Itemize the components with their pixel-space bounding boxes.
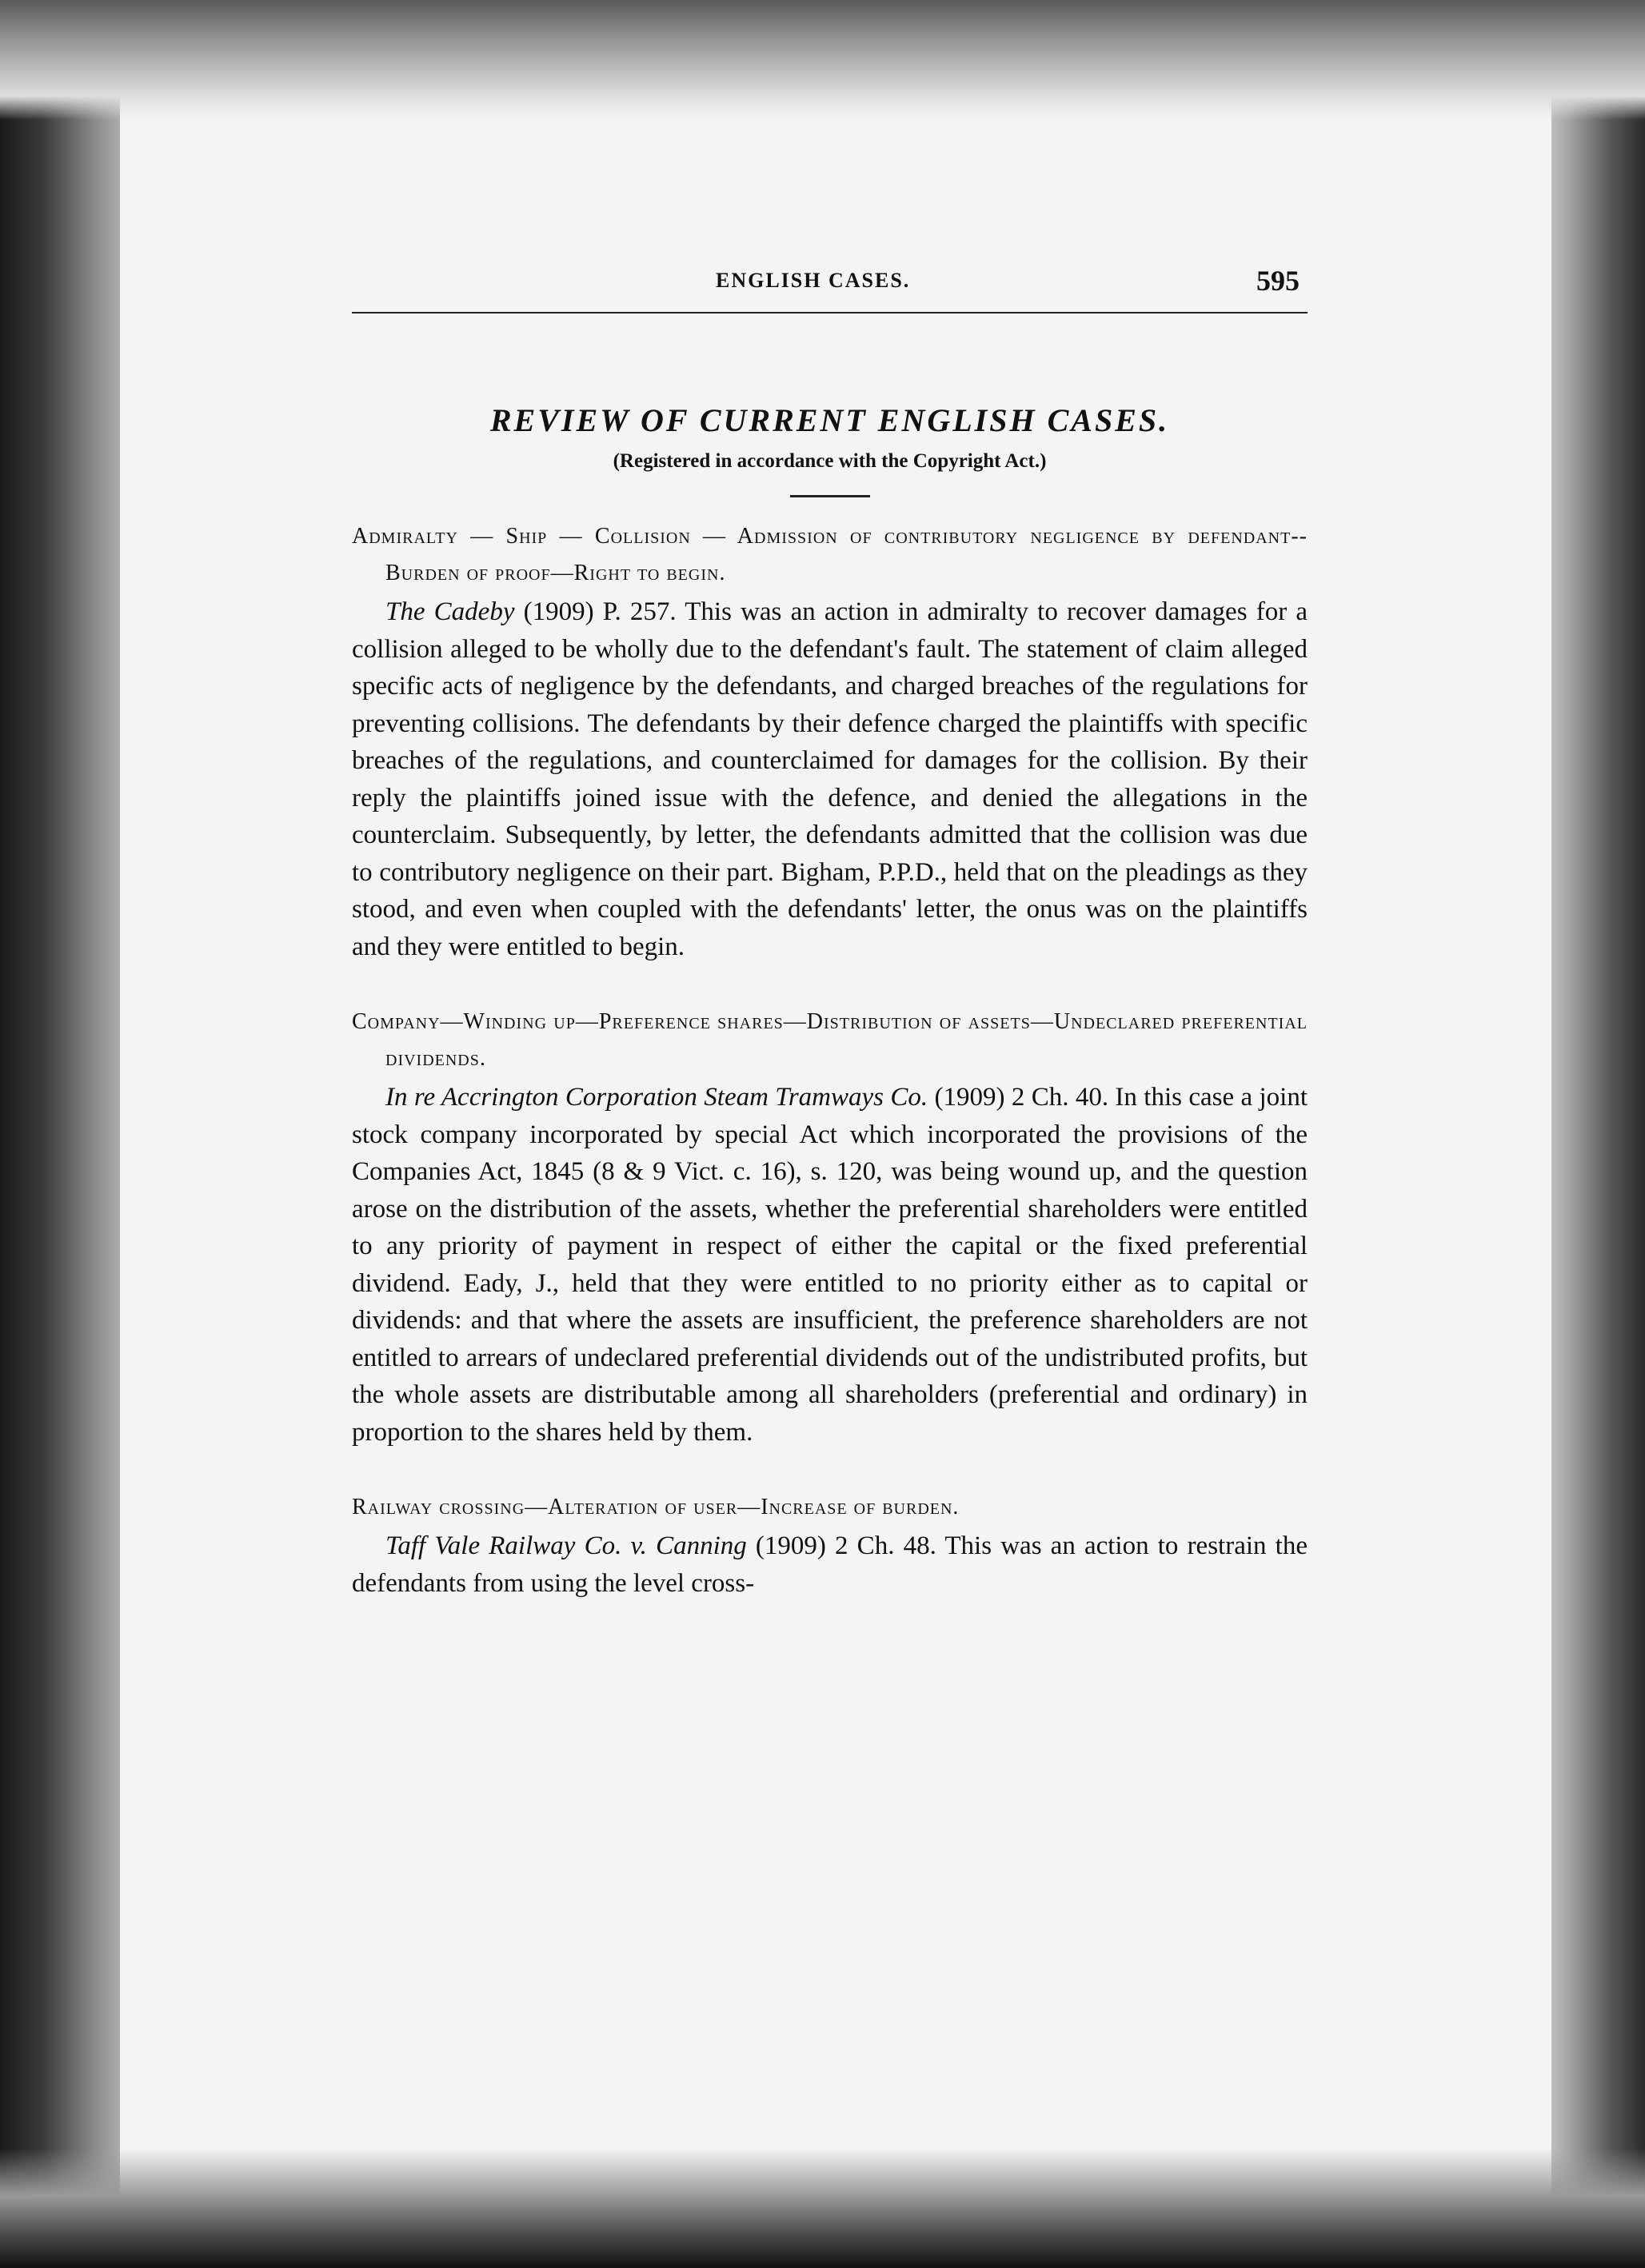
case-paragraph bbox=[352, 593, 1308, 965]
case-name: In re Accrington Corporation Steam Tramways Co. bbox=[385, 1083, 928, 1112]
running-title: ENGLISH CASES. bbox=[716, 269, 911, 292]
page-content bbox=[352, 264, 1308, 1602]
case-section-company bbox=[352, 1004, 1308, 1451]
case-section-admiralty bbox=[352, 518, 1308, 965]
section-headnote: Company—Winding up—Preference shares—Distribution of assets—Undeclared preferential dividends. bbox=[352, 1009, 1308, 1071]
scan-border-bottom bbox=[0, 2148, 1645, 2268]
running-header bbox=[352, 264, 1308, 313]
case-body: (1909) 2 Ch. 48. This was an action to restrain the defendants from using the level cross- bbox=[352, 1531, 1308, 1598]
case-section-railway bbox=[352, 1489, 1308, 1602]
section-headnote: Admiralty — Ship — Collision — Admission of contributory negligence by defendant--Burden of proof—Right to begin. bbox=[352, 524, 1308, 585]
scan-border-top bbox=[0, 0, 1645, 120]
page-subtitle: (Registered in accordance with the Copyright Act.) bbox=[613, 450, 1047, 472]
case-paragraph bbox=[352, 1079, 1308, 1451]
case-body: (1909) 2 Ch. 40. In this case a joint stock company incorporated by special Act which incorporated the provisions of the Companies Act, 1845 (8 & 9 Vict. c. 16), s. 120, was being wound up, and the question arose on the distribution of the assets, whether the preferential shareholders were entitled to any priority of payment in respect of either the capital or the fixed preferential dividend. Eady, J., held that they were entitled to no priority either as to capital or dividends: and that where the assets are insufficient, the preference shareholders are not entitled to arrears of undeclared preferential dividends out of the undistributed profits, but the whole assets are distributable among all shareholders (preferential and ordinary) in proportion to the shares held by them. bbox=[352, 1083, 1308, 1447]
page-title: REVIEW OF CURRENT ENGLISH CASES. bbox=[489, 402, 1170, 438]
title-rule bbox=[790, 495, 870, 497]
case-name: The Cadeby bbox=[385, 597, 515, 626]
case-body: (1909) P. 257. This was an action in admiralty to recover damages for a collision alleged to be wholly due to the defendant's fault. The statement of claim alleged specific acts of negligence by the defendants, and charged breaches of the regulations for preventing collisions. The defendants by their defence charged the plaintiffs with specific breaches of the regulations, and counterclaimed for damages for the collision. By their reply the plaintiffs joined issue with the defence, and denied the allegations in the counterclaim. Subsequently, by letter, the defendants admitted that the collision was due to contributory negligence on their part. Bigham, P.P.D., held that on the pleadings as they stood, and even when coupled with the defendants' letter, the onus was on the plaintiffs and they were entitled to begin. bbox=[352, 597, 1308, 961]
page-number: 595 bbox=[1256, 265, 1300, 297]
case-paragraph bbox=[352, 1527, 1308, 1602]
section-headnote: Railway crossing—Alteration of user—Increase of burden. bbox=[352, 1495, 960, 1519]
case-name: Taff Vale Railway Co. v. Canning bbox=[385, 1531, 747, 1560]
